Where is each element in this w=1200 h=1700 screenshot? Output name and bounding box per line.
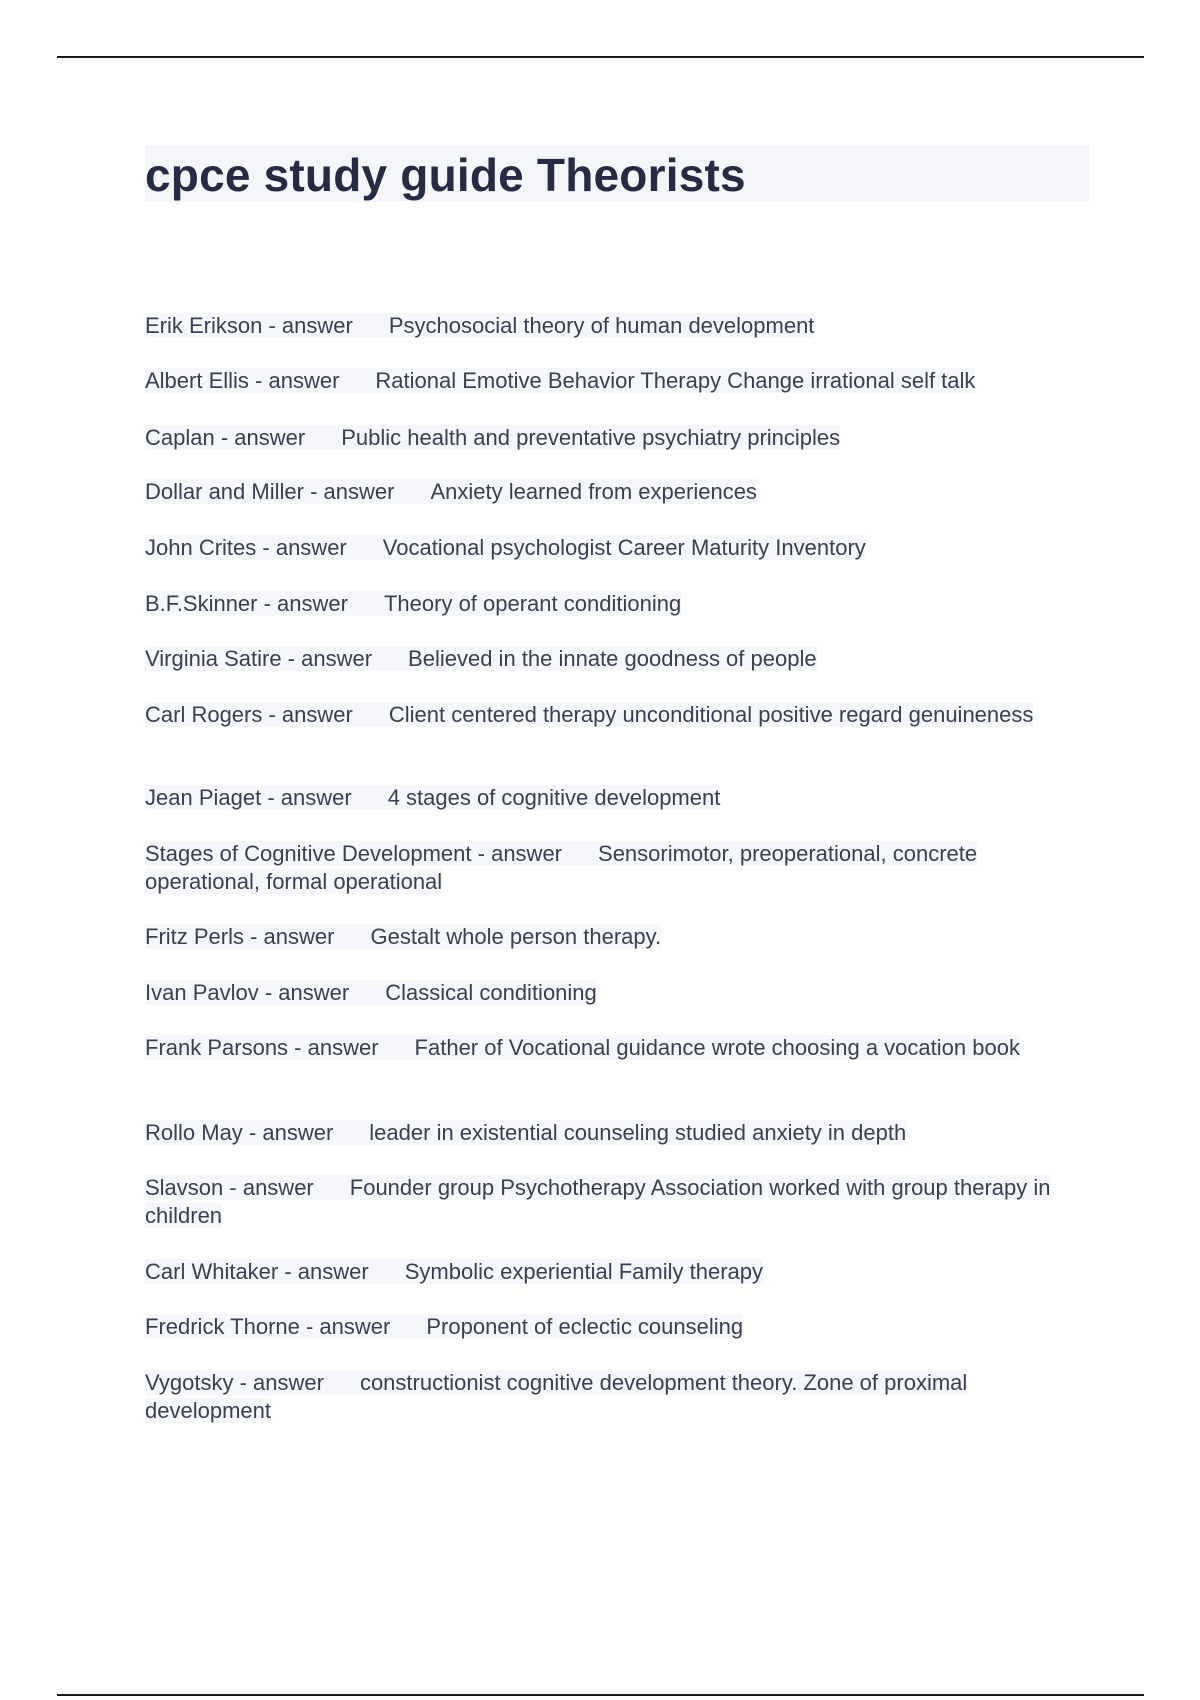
entry-definition: leader in existential counseling studied anxiety in depth — [369, 1120, 907, 1145]
entry-term: Albert Ellis — [145, 368, 249, 393]
entry-term: Dollar and Miller — [145, 479, 304, 504]
answer-label: - answer — [303, 479, 395, 504]
answer-label: - answer — [214, 425, 306, 450]
answer-label: - answer — [258, 980, 350, 1005]
flashcard-entry — [145, 1174, 1090, 1230]
flashcard-entry — [145, 424, 840, 452]
entry-definition: Proponent of eclectic counseling — [426, 1314, 744, 1339]
entry-term: Carl Whitaker — [145, 1259, 279, 1284]
answer-label: - answer — [244, 924, 335, 949]
answer-label: - answer — [262, 313, 353, 338]
answer-label: - answer — [256, 535, 347, 560]
entry-term: John Crites — [145, 535, 257, 560]
entry-term: Frank Parsons — [145, 1035, 289, 1060]
entry-definition: constructionist cognitive development theory. Zone of proximal development — [145, 1370, 968, 1423]
entry-definition: Psychosocial theory of human development — [388, 313, 815, 338]
entry-term: Carl Rogers — [145, 702, 263, 727]
bottom-divider — [57, 1694, 1144, 1696]
flashcard-entry — [145, 923, 661, 951]
top-divider — [57, 56, 1144, 58]
entry-term: Stages of Cognitive Development — [145, 841, 472, 866]
entry-definition: Father of Vocational guidance wrote choosing a vocation book — [414, 1035, 1020, 1060]
entry-term: Fritz Perls — [145, 924, 244, 949]
answer-label: - answer — [257, 591, 348, 616]
flashcard-entry — [145, 1369, 1090, 1425]
flashcard-entry — [145, 840, 1090, 896]
entry-definition: Classical conditioning — [385, 980, 597, 1005]
flashcard-entry — [145, 534, 866, 562]
answer-label: - answer — [233, 1370, 324, 1395]
flashcard-entry — [145, 1034, 1020, 1062]
answer-label: - answer — [262, 702, 353, 727]
entry-definition: Public health and preventative psychiatry principles — [341, 425, 841, 450]
entry-definition: Gestalt whole person therapy. — [370, 924, 662, 949]
page-title: cpce study guide Theorists — [145, 149, 746, 201]
flashcard-entry — [145, 645, 817, 673]
entry-definition: Vocational psychologist Career Maturity Inventory — [382, 535, 866, 560]
answer-label: - answer — [288, 1035, 379, 1060]
entry-term: Slavson — [145, 1175, 224, 1200]
flashcard-entry — [145, 784, 720, 812]
answer-label: - answer — [278, 1259, 369, 1284]
entry-definition: Believed in the innate goodness of people — [408, 646, 817, 671]
entry-term: Jean Piaget — [145, 785, 262, 810]
flashcard-entry — [145, 367, 975, 395]
entry-term: Fredrick Thorne — [145, 1314, 300, 1339]
entry-term: Ivan Pavlov — [145, 980, 259, 1005]
answer-label: - answer — [261, 785, 352, 810]
flashcard-entry — [145, 478, 757, 506]
entry-definition: Client centered therapy unconditional positive regard genuineness — [388, 702, 1034, 727]
flashcard-entry — [145, 1119, 906, 1147]
entry-term: B.F.Skinner — [145, 591, 258, 616]
flashcard-entry — [145, 1258, 763, 1286]
answer-label: - answer — [471, 841, 563, 866]
entry-definition: Theory of operant conditioning — [383, 591, 682, 616]
flashcard-entry — [145, 590, 681, 618]
answer-label: - answer — [223, 1175, 314, 1200]
entry-definition: Anxiety learned from experiences — [430, 479, 757, 504]
entry-definition: Sensorimotor, preoperational, concrete operational, formal operational — [145, 841, 978, 894]
answer-label: - answer — [242, 1120, 334, 1145]
answer-label: - answer — [299, 1314, 391, 1339]
entry-term: Caplan — [145, 425, 215, 450]
entry-term: Virginia Satire — [145, 646, 282, 671]
entry-term: Vygotsky — [145, 1370, 234, 1395]
flashcard-entry — [145, 701, 1033, 729]
flashcard-entry — [145, 1313, 743, 1341]
entry-definition: Founder group Psychotherapy Association worked with group therapy in children — [145, 1175, 1051, 1228]
entry-definition: 4 stages of cognitive development — [387, 785, 721, 810]
entry-term: Rollo May — [145, 1120, 243, 1145]
flashcard-entry — [145, 312, 814, 340]
title-banner — [145, 145, 1089, 202]
entry-definition: Symbolic experiential Family therapy — [404, 1259, 763, 1284]
flashcard-entry — [145, 979, 597, 1007]
answer-label: - answer — [281, 646, 373, 671]
answer-label: - answer — [248, 368, 340, 393]
entry-term: Erik Erikson — [145, 313, 263, 338]
entry-definition: Rational Emotive Behavior Therapy Change irrational self talk — [375, 368, 976, 393]
